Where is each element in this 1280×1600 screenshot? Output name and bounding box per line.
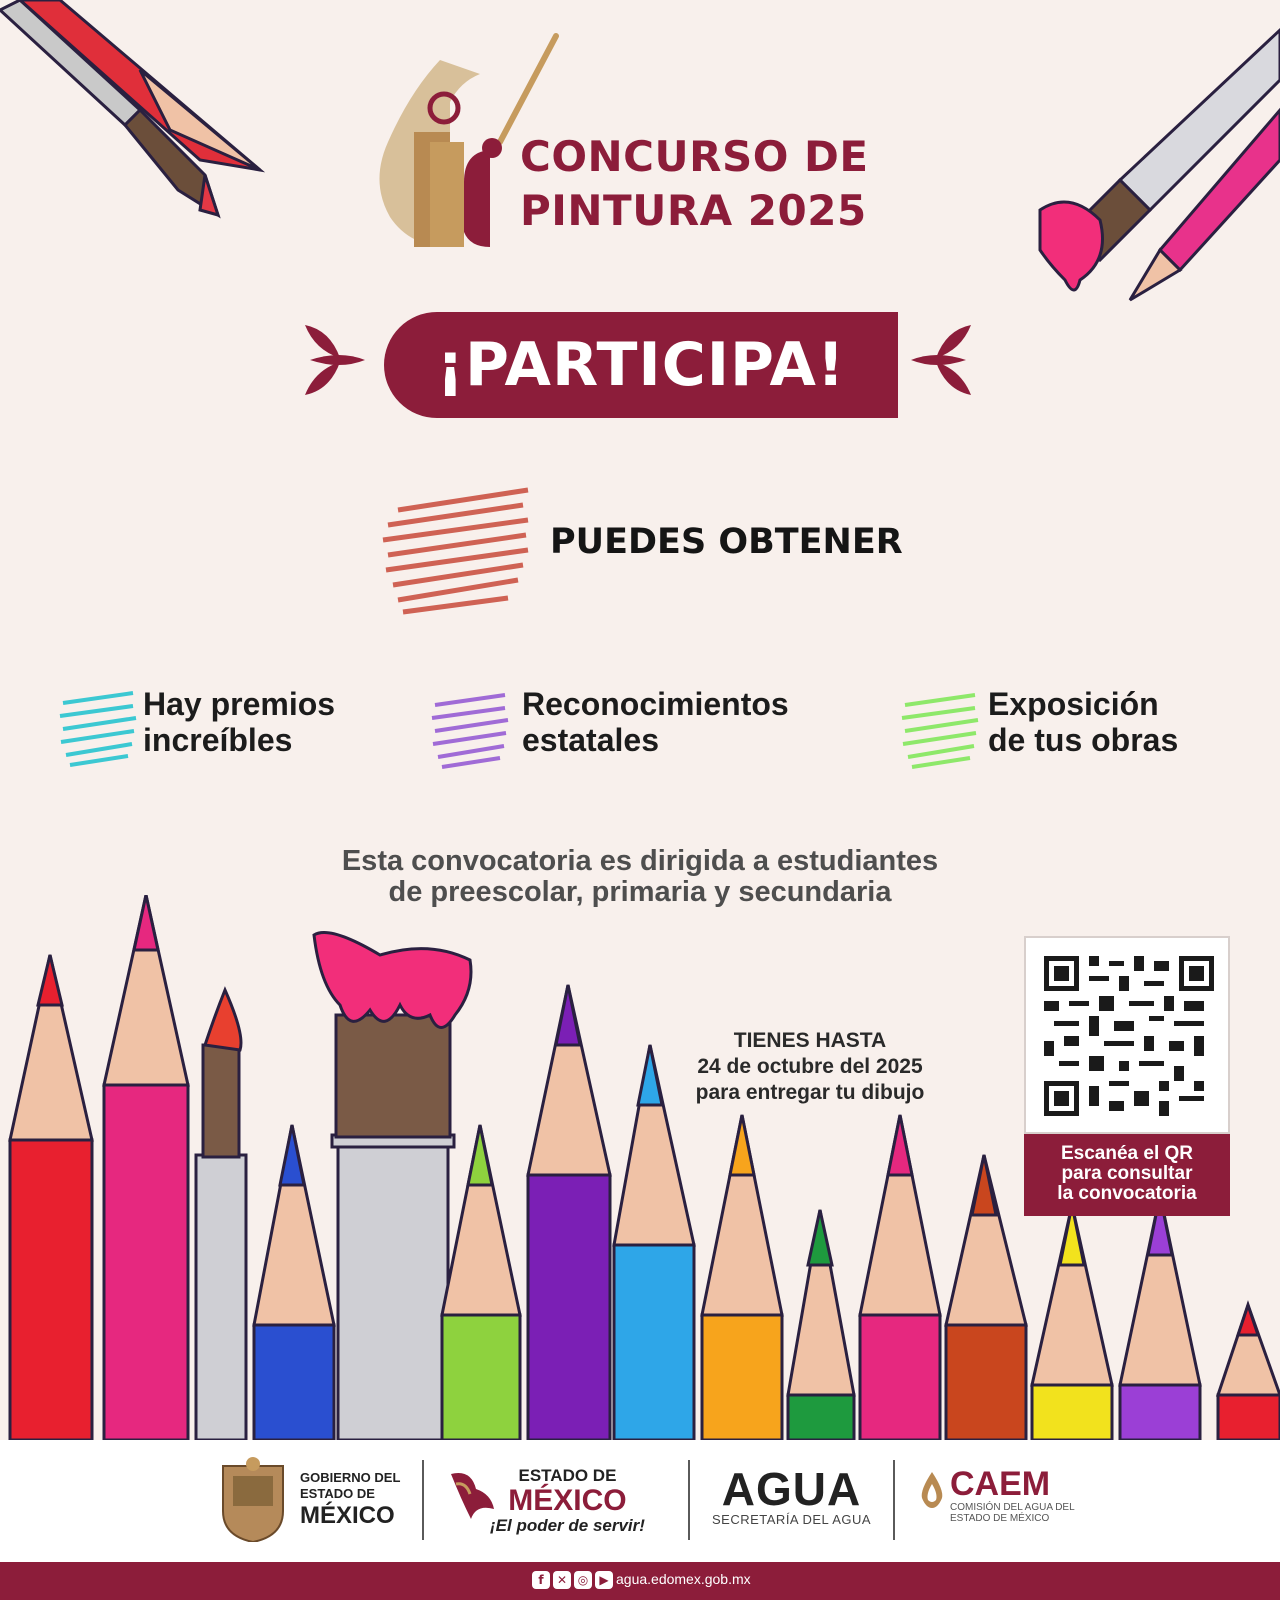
deadline-line2: 24 de octubre del 2025 bbox=[697, 1055, 923, 1078]
qr-code[interactable] bbox=[1024, 936, 1230, 1134]
gobierno-line2: ESTADO DE bbox=[300, 1486, 375, 1501]
participate-banner: ¡PARTICIPA! bbox=[384, 312, 898, 418]
water-drop-icon bbox=[918, 1470, 946, 1510]
green-scribble-decoration bbox=[900, 690, 980, 770]
youtube-icon[interactable]: ▶ bbox=[595, 1571, 613, 1589]
right-leaf-icon bbox=[906, 320, 976, 400]
caem-line1: COMISIÓN DEL AGUA DEL bbox=[950, 1502, 1075, 1513]
edomex-line1: ESTADO DE bbox=[518, 1466, 617, 1485]
top-left-brush-illustration bbox=[0, 0, 270, 230]
obtain-heading: PUEDES OBTENER bbox=[550, 522, 903, 562]
agua-subtitle: SECRETARÍA DEL AGUA bbox=[712, 1512, 872, 1527]
benefit-prizes-line1: Hay premios bbox=[143, 686, 336, 722]
benefit-exhibition bbox=[988, 686, 1178, 758]
facebook-icon[interactable]: f bbox=[532, 1571, 550, 1589]
title-line-2: PINTURA 2025 bbox=[520, 186, 867, 235]
bottom-bar bbox=[0, 1562, 1280, 1600]
benefit-prizes bbox=[143, 686, 335, 758]
deadline-text bbox=[640, 1028, 980, 1106]
teal-scribble-decoration bbox=[58, 688, 138, 768]
gobierno-line3: MÉXICO bbox=[300, 1502, 395, 1529]
caem-line2: ESTADO DE MÉXICO bbox=[950, 1513, 1050, 1524]
footer-divider bbox=[688, 1460, 690, 1540]
agua-logo bbox=[712, 1463, 872, 1527]
x-icon[interactable]: ✕ bbox=[553, 1571, 571, 1589]
contest-title bbox=[520, 130, 869, 238]
deadline-line1: TIENES HASTA bbox=[733, 1029, 887, 1052]
benefit-exhibition-line1: Exposición bbox=[988, 686, 1159, 722]
caem-name: CAEM bbox=[950, 1465, 1051, 1503]
benefit-recognition bbox=[522, 686, 789, 758]
purple-scribble-decoration bbox=[430, 690, 510, 770]
left-leaf-icon bbox=[300, 320, 370, 400]
social-icons bbox=[532, 1571, 613, 1589]
instagram-icon[interactable]: ◎ bbox=[574, 1571, 592, 1589]
qr-caption-line2: para consultar bbox=[1061, 1163, 1193, 1184]
audience-line2: de preescolar, primaria y secundaria bbox=[388, 876, 892, 908]
edomex-line2: MÉXICO bbox=[508, 1484, 627, 1517]
edomex-logo-text bbox=[490, 1466, 645, 1536]
qr-caption-line3: la convocatoria bbox=[1057, 1183, 1197, 1204]
benefit-prizes-line2: increíbles bbox=[143, 722, 293, 758]
red-scribble-decoration bbox=[378, 480, 538, 620]
qr-code-icon bbox=[1044, 956, 1214, 1116]
caem-logo bbox=[950, 1466, 1075, 1524]
title-line-1: CONCURSO DE bbox=[520, 132, 869, 181]
benefit-exhibition-line2: de tus obras bbox=[988, 722, 1179, 758]
deadline-line3: para entregar tu dibujo bbox=[695, 1081, 925, 1104]
benefit-recognition-line1: Reconocimientos bbox=[522, 686, 789, 722]
website-link[interactable]: agua.edomex.gob.mx bbox=[616, 1571, 751, 1587]
footer-divider bbox=[893, 1460, 895, 1540]
gobierno-coat-of-arms-icon bbox=[218, 1456, 288, 1542]
footer-divider bbox=[422, 1460, 424, 1540]
agua-name: AGUA bbox=[721, 1463, 862, 1515]
qr-caption-line1: Escanéa el QR bbox=[1060, 1143, 1194, 1164]
gobierno-line1: GOBIERNO DEL bbox=[300, 1470, 401, 1485]
benefit-recognition-line2: estatales bbox=[522, 722, 659, 758]
audience-line1: Esta convocatoria es dirigida a estudiantes bbox=[341, 845, 939, 877]
gobierno-logo-text bbox=[300, 1470, 400, 1530]
qr-caption bbox=[1024, 1134, 1230, 1216]
footer-logos bbox=[0, 1440, 1280, 1562]
top-right-brush-illustration bbox=[1030, 20, 1280, 310]
edomex-slogan: ¡El poder de servir! bbox=[490, 1516, 645, 1535]
hummingbird-logo-icon bbox=[446, 1464, 496, 1524]
